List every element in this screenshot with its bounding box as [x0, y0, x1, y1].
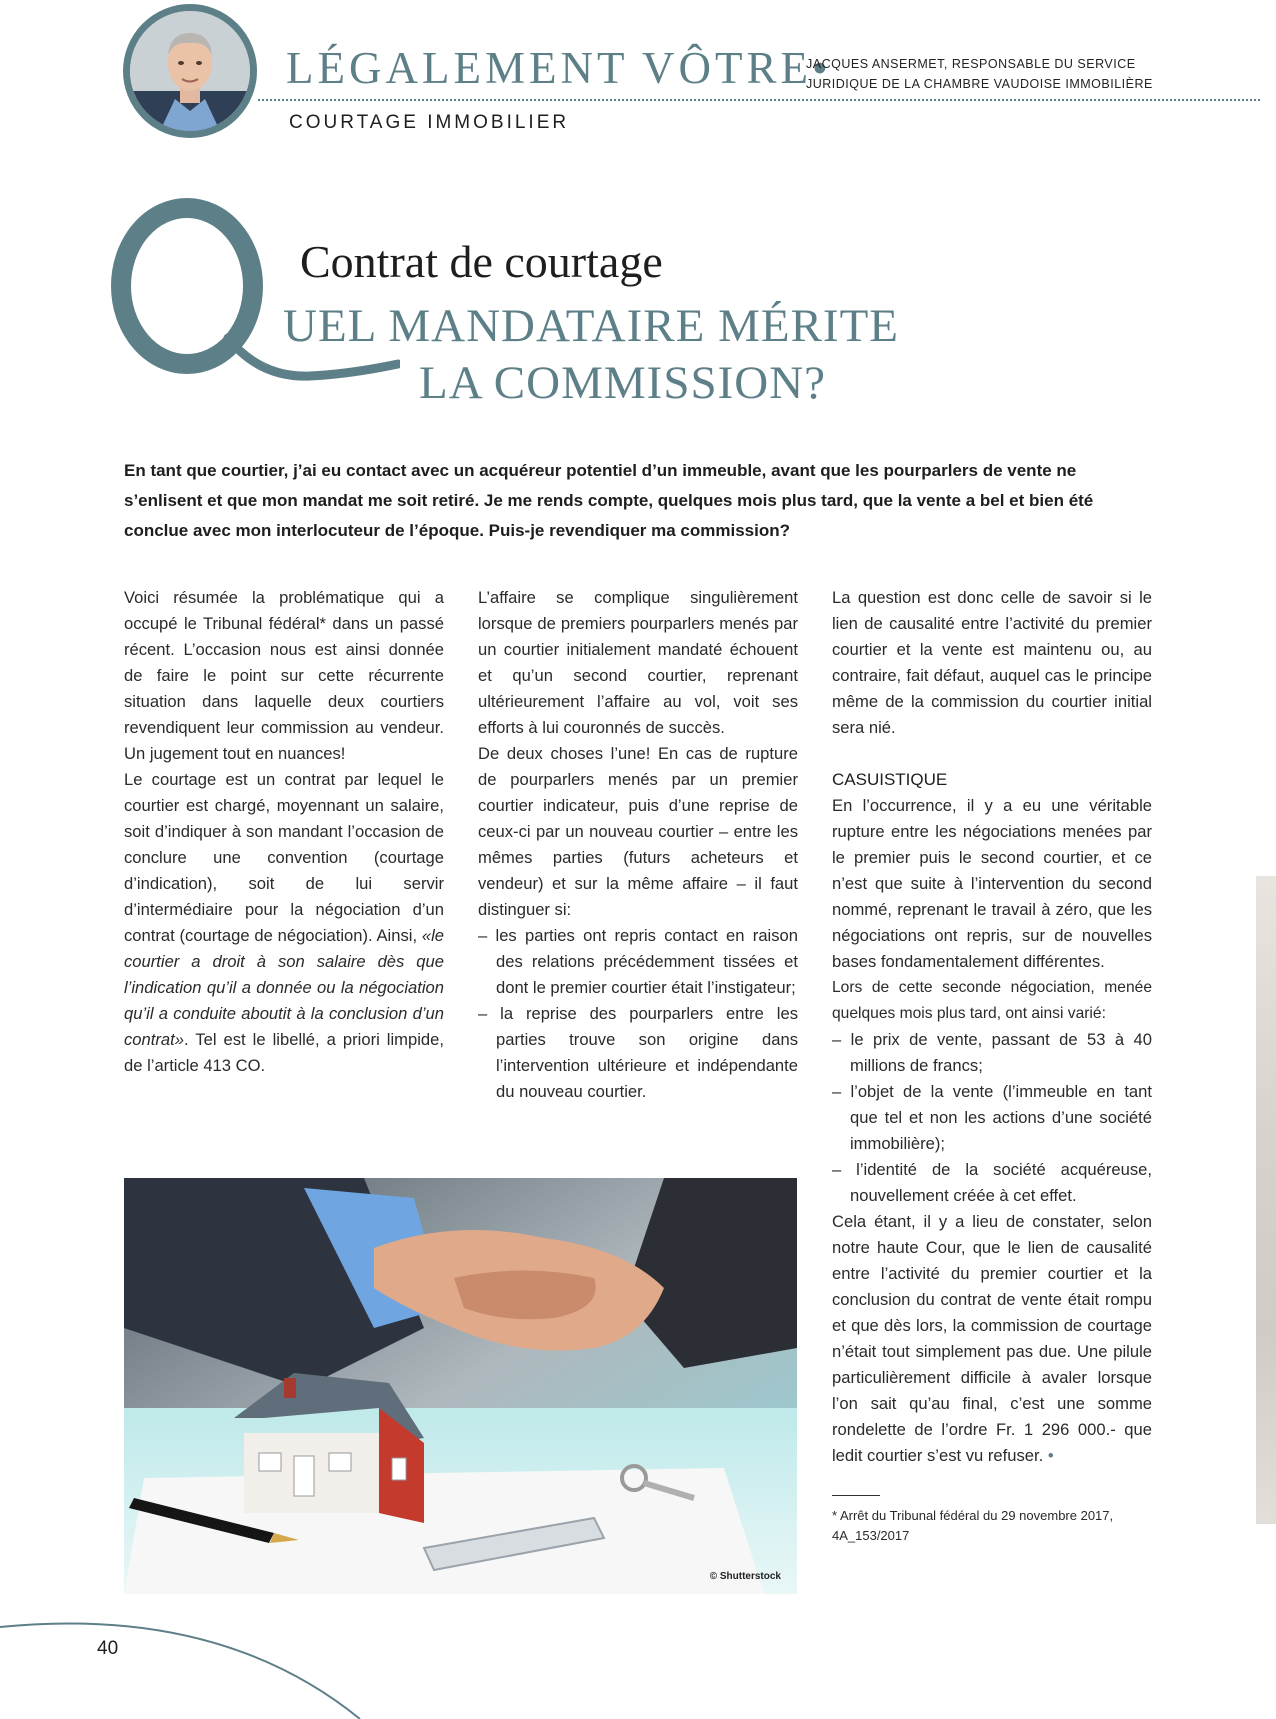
author-portrait — [123, 4, 257, 138]
article-kicker: Contrat de courtage — [300, 236, 663, 287]
col3-paragraph-4 — [832, 1209, 1152, 1469]
headline-line-1: UEL MANDATAIRE MÉRITE — [283, 300, 899, 352]
col1-p2-end: . Tel est le libellé, a priori limpide, de l’article 413 CO. — [124, 1030, 444, 1075]
col1-paragraph-1: Voici résumée la problématique qui a occupé le Tribunal fédéral* dans un passé récent. L’occasion nous est ainsi donnée de faire le point sur cette récurrente situation dans laquelle deux courtiers revendiquent leur commission au vendeur. Un jugement tout en nuances! — [124, 588, 444, 763]
col2-list-item: – les parties ont repris contact en raison des relations précédemment tissées et dont le premier courtier était l’instigateur; — [478, 926, 798, 997]
header-divider — [258, 99, 1260, 101]
rubric-label: COURTAGE IMMOBILIER — [289, 112, 570, 133]
col3-list-item: – l’identité de la société acquéreuse, nouvellement créée à cet effet. — [832, 1160, 1152, 1205]
col1-p2-quote: «le courtier a droit à son salaire dès que l’indication qu’il a donnée ou la négociation qu’il a conduite aboutit à la conclusion d’un contrat» — [124, 926, 444, 1049]
author-credit — [806, 54, 1153, 94]
column-2 — [478, 585, 798, 1105]
author-line-2: JURIDIQUE DE LA CHAMBRE VAUDOISE IMMOBILIÈRE — [806, 77, 1153, 91]
column-1 — [124, 585, 444, 1079]
col3-list-item: – le prix de vente, passant de 53 à 40 millions de francs; — [832, 1030, 1152, 1075]
col2-paragraph-1: L’affaire se complique singulièrement lorsque de premiers pourparlers menés par un courtier initialement mandaté échouent et qu’un second courtier, reprenant ultérieurement l’affaire au vol, voit ses efforts à lui couronnés de succès. — [478, 588, 798, 737]
author-line-1: JACQUES ANSERMET, RESPONSABLE DU SERVICE — [806, 57, 1136, 71]
handshake-house-photo — [124, 1178, 797, 1594]
col3-p4-text: Cela étant, il y a lieu de constater, selon notre haute Cour, que le lien de causalité entre l’activité du premier courtier et la conclusion du contrat de vente était rompu et que dès lors, la commission de courtage n’était tout simplement pas due. Une pilule particulièrement difficile à avaler lorsque l’on sait qu’au final, c’est une somme rondelette de l’ordre Fr. 1 296 000.- que ledit courtier s’est vu refuser. — [832, 1212, 1152, 1465]
headline-line-2: LA COMMISSION? — [419, 357, 827, 409]
footnote-rule — [832, 1495, 880, 1496]
article-headline — [283, 298, 1043, 412]
col3-paragraph-3: Lors de cette seconde négociation, menée quelques mois plus tard, ont ainsi varié: — [832, 979, 1152, 1022]
end-mark: • — [1047, 1446, 1054, 1465]
column-title-dot: • — [812, 43, 832, 93]
col3-paragraph-1: La question est donc celle de savoir si le lien de causalité entre l’activité du premier courtier et la vente est maintenu ou, au contraire, fait défaut, auquel cas le principe même de la commission du courtier initial sera nié. — [832, 588, 1152, 737]
photo-credit: © Shutterstock — [709, 1571, 781, 1582]
adjacent-page-photo-edge — [1256, 876, 1276, 1524]
column-title — [286, 42, 832, 94]
reader-question: En tant que courtier, j’ai eu contact avec un acquéreur potentiel d’un immeuble, avant que les pourparlers de vente ne s’enlisent et que mon mandat me soit retiré. Je me rends compte, quelques mois plus tard, que la vente a bel et bien été conclue avec mon interlocuteur de l’époque. Puis-je revendiquer ma commission? — [124, 461, 1094, 540]
col3-list-item: – l’objet de la vente (l’immeuble en tant que tel et non les actions d’une société immobilière); — [832, 1082, 1152, 1153]
col2-list-item: – la reprise des pourparlers entre les parties trouve son origine dans l’intervention ultérieure et indépendante du nouveau courtier. — [478, 1004, 798, 1101]
col2-paragraph-2: De deux choses l’une! En cas de rupture de pourparlers menés par un premier courtier indicateur, puis d’une reprise de ceux-ci par un nouveau courtier – entre les mêmes parties (futurs acheteurs et vendeur) et sur la même affaire – il faut distinguer si: — [478, 744, 798, 919]
page-corner-arc — [0, 1615, 420, 1719]
col3-subheading: CASUISTIQUE — [832, 770, 948, 789]
footnote: * Arrêt du Tribunal fédéral du 29 novembre 2017, 4A_153/2017 — [832, 1508, 1114, 1543]
page-number: 40 — [97, 1638, 119, 1659]
col3-paragraph-2: En l’occurrence, il y a eu une véritable rupture entre les négociations menées par le premier puis le second courtier, et ce n’est que suite à l’intervention du second nommé, reprenant le travail à zéro, que les négociations ont repris, sur de nouvelles bases fondamentalement différentes. — [832, 796, 1152, 971]
column-title-text: LÉGALEMENT VÔTRE — [286, 43, 813, 93]
col1-paragraph-2 — [124, 767, 444, 1079]
column-3 — [832, 585, 1152, 1546]
col1-p2-intro: Le courtage est un contrat par lequel le courtier est chargé, moyennant un salaire, soit d’indiquer à son mandant l’occasion de conclure une convention (courtage d’indication), soit de lui servir d’intermédiaire pour la négociation d’un contrat (courtage de négociation). Ainsi, — [124, 770, 444, 945]
